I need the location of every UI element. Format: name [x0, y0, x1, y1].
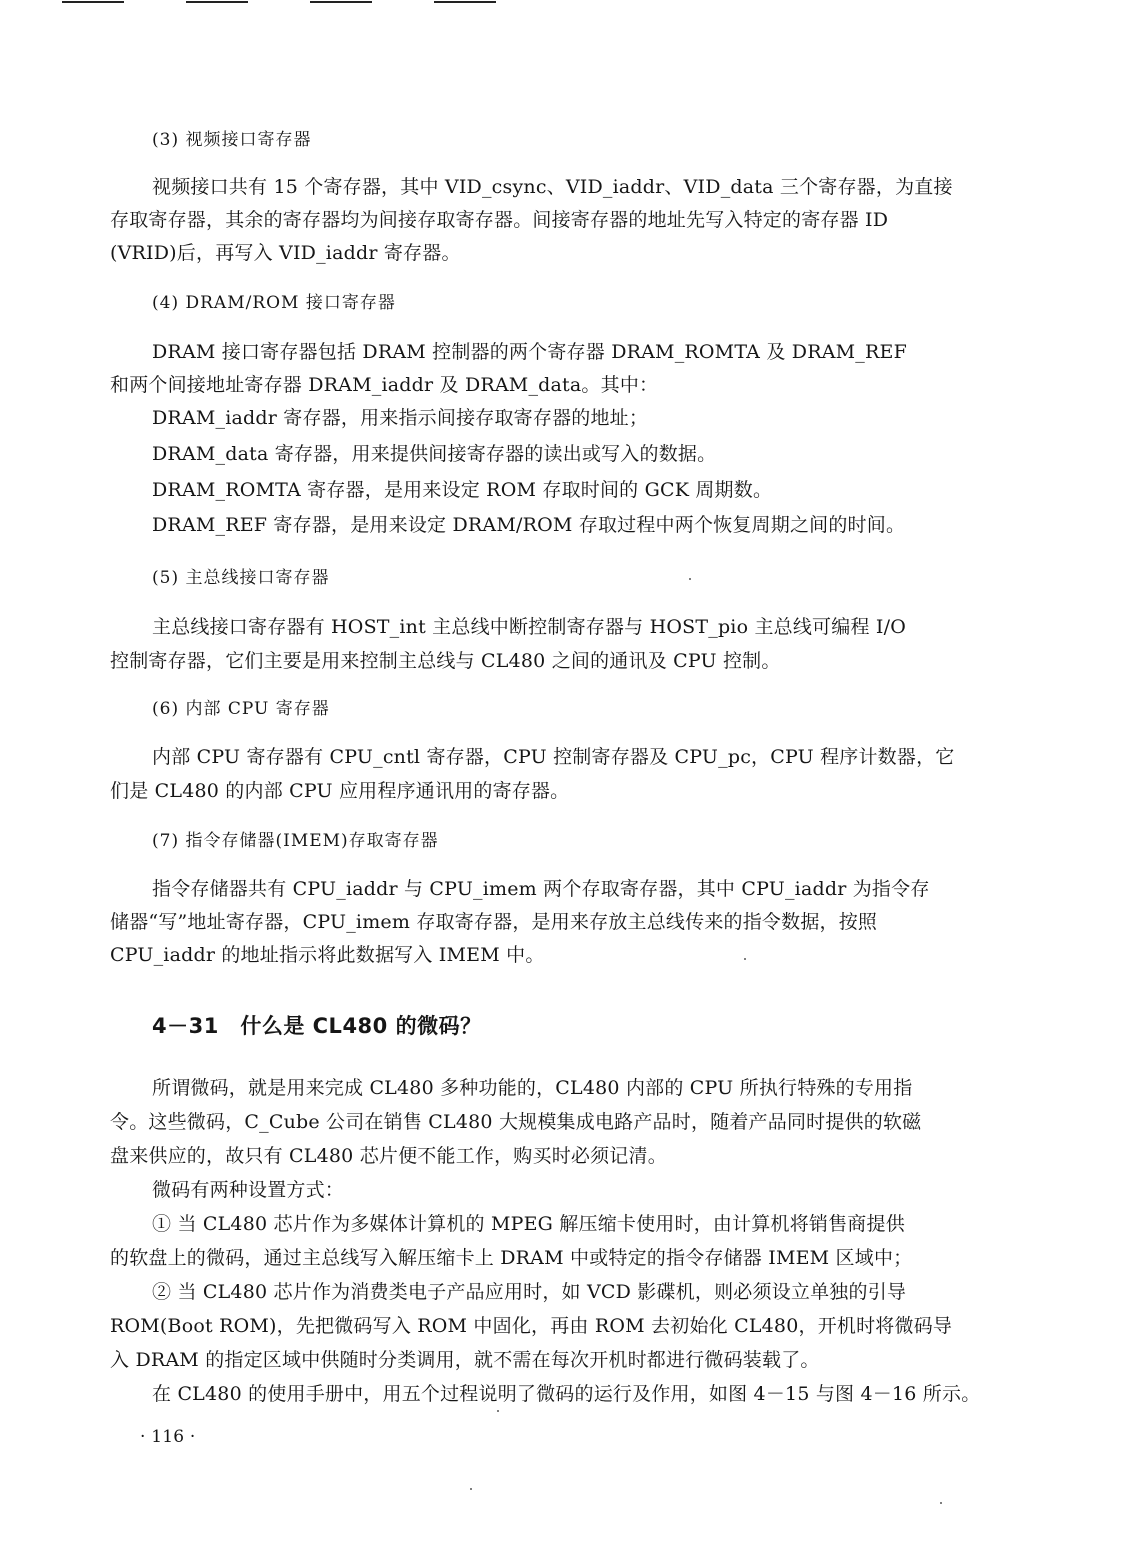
paragraph-line: 盘来供应的，故只有 CL480 芯片便不能工作，购买时必须记清。 — [110, 1145, 667, 1167]
section-heading-4-31: 4－31 什么是 CL480 的微码？ — [152, 1014, 482, 1038]
scan-speck — [470, 1488, 472, 1490]
paragraph-line: ① 当 CL480 芯片作为多媒体计算机的 MPEG 解压缩卡使用时，由计算机将销售商提供 — [152, 1213, 905, 1235]
paragraph-line: 微码有两种设置方式： — [152, 1179, 345, 1201]
paragraph-line: 令。这些微码，C_Cube 公司在销售 CL480 大规模集成电路产品时，随着产品同时提供的软磁 — [110, 1111, 922, 1133]
paragraph-line: 所谓微码，就是用来完成 CL480 多种功能的，CL480 内部的 CPU 所执行特殊的专用指 — [152, 1077, 913, 1099]
paragraph-line: 入 DRAM 的指定区域中供随时分类调用，就不需在每次开机时都进行微码装载了。 — [110, 1349, 820, 1371]
paragraph-line: 控制寄存器，它们主要是用来控制主总线与 CL480 之间的通讯及 CPU 控制。 — [110, 650, 781, 672]
paragraph-line: 存取寄存器，其余的寄存器均为间接存取寄存器。间接寄存器的地址先写入特定的寄存器 ID — [110, 209, 889, 231]
paragraph-line: 视频接口共有 15 个寄存器，其中 VID_csync、VID_iaddr、VID_data 三个寄存器，为直接 — [152, 176, 953, 198]
scan-speck — [497, 1410, 499, 1412]
paragraph-line: (VRID)后，再写入 VID_iaddr 寄存器。 — [110, 242, 461, 264]
subheading-host-bus-registers: (5) 主总线接口寄存器 — [152, 568, 330, 588]
paragraph-line: DRAM 接口寄存器包括 DRAM 控制器的两个寄存器 DRAM_ROMTA 及 DRAM_REF — [152, 341, 907, 363]
paragraph-line: ROM(Boot ROM)，先把微码写入 ROM 中固化，再由 ROM 去初始化 CL480，开机时将微码导 — [110, 1315, 953, 1337]
scan-speck — [689, 578, 691, 580]
scan-speck — [744, 958, 746, 960]
paragraph-line: DRAM_data 寄存器，用来提供间接寄存器的读出或写入的数据。 — [152, 443, 717, 465]
paragraph-line: ② 当 CL480 芯片作为消费类电子产品应用时，如 VCD 影碟机，则必须设立单独的引导 — [152, 1281, 907, 1303]
paragraph-line: 和两个间接地址寄存器 DRAM_iaddr 及 DRAM_data。其中： — [110, 374, 659, 396]
paragraph-line: 在 CL480 的使用手册中，用五个过程说明了微码的运行及作用，如图 4－15 与图 4－16 所示。 — [152, 1383, 981, 1405]
paragraph-line: 的软盘上的微码，通过主总线写入解压缩卡上 DRAM 中或特定的指令存储器 IMEM 区域中； — [110, 1247, 913, 1269]
paragraph-line: 内部 CPU 寄存器有 CPU_cntl 寄存器，CPU 控制寄存器及 CPU_pc，CPU 程序计数器，它 — [152, 746, 955, 768]
paragraph-line: DRAM_ROMTA 寄存器，是用来设定 ROM 存取时间的 GCK 周期数。 — [152, 479, 773, 501]
subheading-internal-cpu-registers: (6) 内部 CPU 寄存器 — [152, 699, 330, 719]
paragraph-line: 们是 CL480 的内部 CPU 应用程序通讯用的寄存器。 — [110, 780, 570, 802]
subheading-video-registers: (3) 视频接口寄存器 — [152, 130, 312, 150]
paragraph-line: 储器“写”地址寄存器，CPU_imem 存取寄存器，是用来存放主总线传来的指令数据，按照 — [110, 911, 878, 933]
subheading-imem-registers: (7) 指令存储器(IMEM)存取寄存器 — [152, 831, 439, 851]
page-number: · 116 · — [140, 1427, 196, 1447]
subheading-dram-rom-registers: (4) DRAM/ROM 接口寄存器 — [152, 293, 396, 313]
paragraph-line: 指令存储器共有 CPU_iaddr 与 CPU_imem 两个存取寄存器，其中 CPU_iaddr 为指令存 — [152, 878, 930, 900]
paragraph-line: 主总线接口寄存器有 HOST_int 主总线中断控制寄存器与 HOST_pio 主总线可编程 I/O — [152, 616, 906, 638]
scan-speck — [940, 1502, 942, 1504]
paragraph-line: CPU_iaddr 的地址指示将此数据写入 IMEM 中。 — [110, 944, 545, 966]
paragraph-line: DRAM_iaddr 寄存器，用来指示间接存取寄存器的地址； — [152, 407, 649, 429]
paragraph-line: DRAM_REF 寄存器，是用来设定 DRAM/ROM 存取过程中两个恢复周期之间的时间。 — [152, 514, 906, 536]
